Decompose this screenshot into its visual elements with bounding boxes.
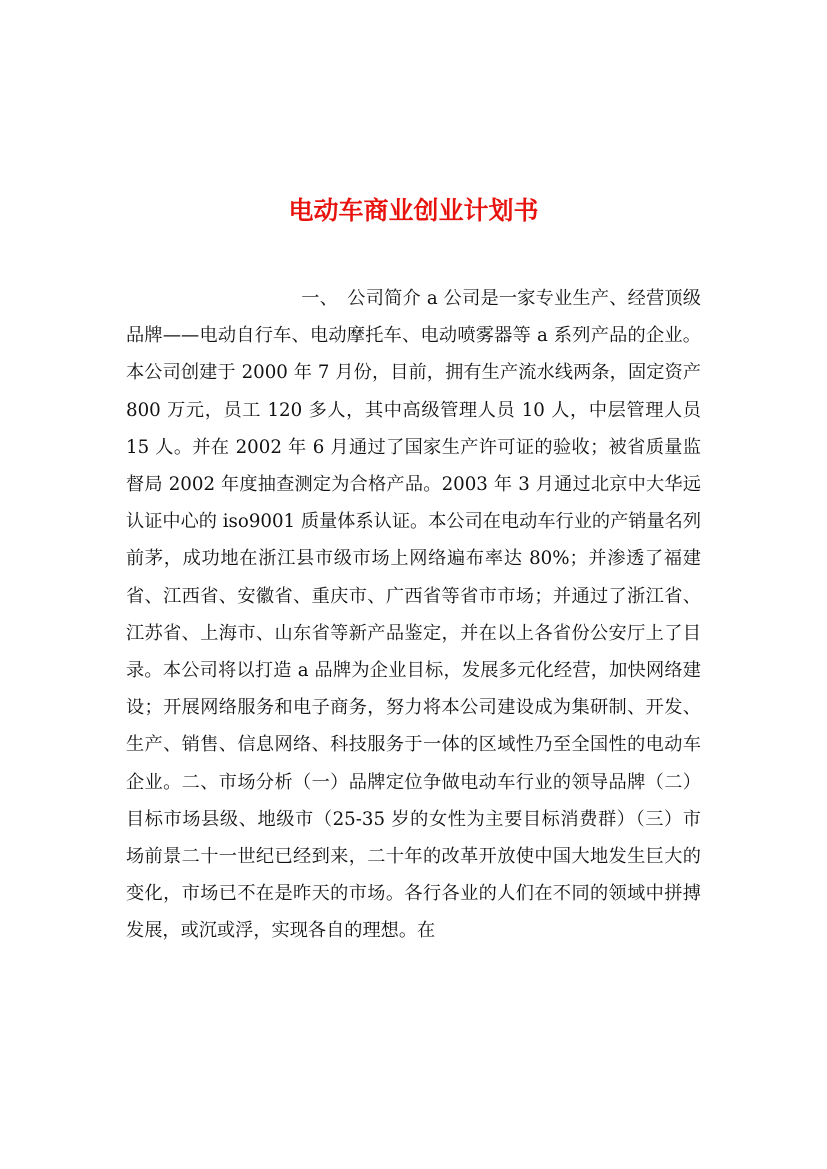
document-body	[126, 280, 701, 950]
section-marker: 一、	[301, 288, 329, 309]
body-paragraph: 公司简介 a 公司是一家专业生产、经营顶级品牌——电动自行车、电动摩托车、电动喷雾器等 a 系列产品的企业。本公司创建于 2000 年 7 月份，目前，拥有生产流水线两条，固定资产 800 万元，员工 120 多人，其中高级管理人员 10 人，中层管理人员 15 人。并在 2002 年 6 月通过了国家生产许可证的验收；被省质量监督局 2002 年度抽查测定为合格产品。2003 年 3 月通过北京中大华远认证中心的 iso9001 质量体系认证。本公司在电动车行业的产销量名列前茅，成功地在浙江县市级市场上网络遍布率达 80%；并渗透了福建省、江西省、安徽省、重庆市、广西省等省市市场；并通过了浙江省、江苏省、上海市、山东省等新产品鉴定，并在以上各省份公安厅上了目录。本公司将以打造 a 品牌为企业目标，发展多元化经营，加快网络建设；开展网络服务和电子商务，努力将本公司建设成为集研制、开发、生产、销售、信息网络、科技服务于一体的区域性乃至全国性的电动车企业。二、市场分析（一）品牌定位争做电动车行业的领导品牌（二）目标市场县级、地级市（25-35 岁的女性为主要目标消费群）（三）市场前景二十一世纪已经到来，二十年的改革开放使中国大地发生巨大的变化，市场已不在是昨天的市场。各行各业的人们在不同的领域中拼搏发展，或沉或浮，实现各自的理想。在	[126, 288, 702, 942]
document-title: 电动车商业创业计划书	[288, 196, 539, 225]
